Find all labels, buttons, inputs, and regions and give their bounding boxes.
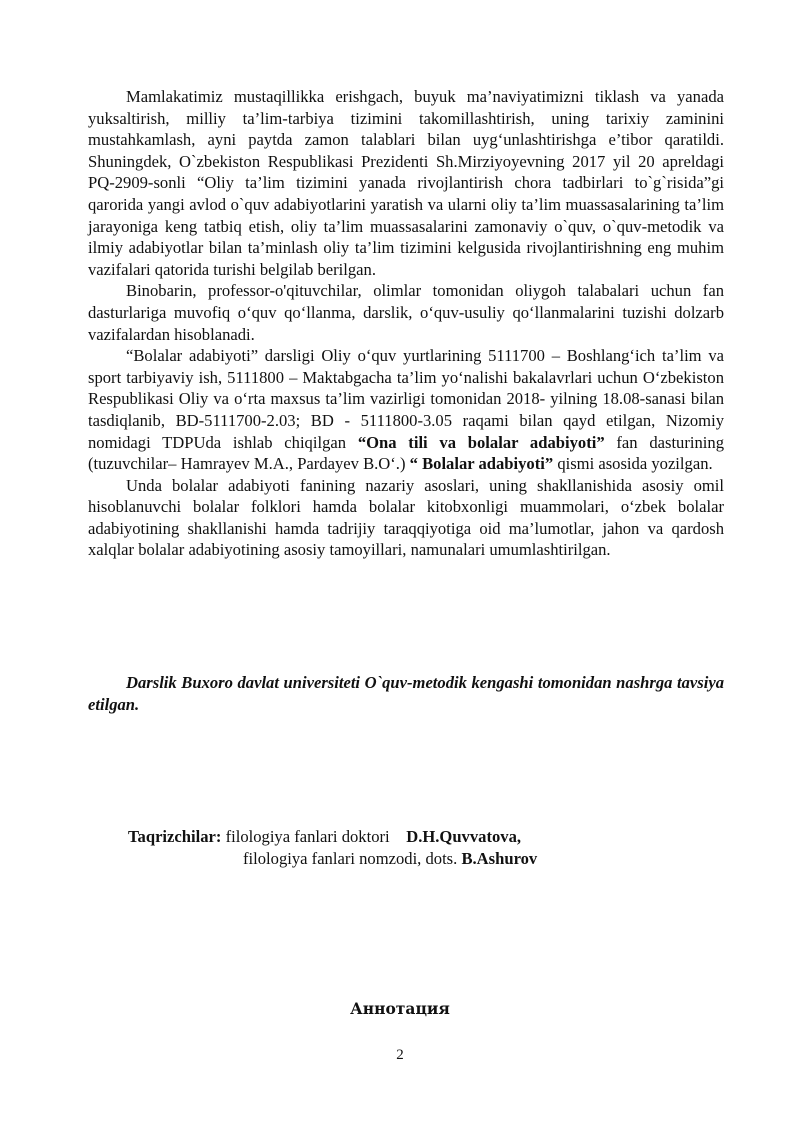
paragraph-3-text-b: fan dasturining (tuzuvchilar– Hamrayev M.A., Pardayev B.O‘.) — [88, 432, 724, 474]
paragraph-3 — [88, 345, 724, 475]
reviewer-2-title: filologiya fanlari nomzodi, dots. — [243, 849, 458, 868]
paragraph-2-text: Binobarin, professor-o'qituvchilar, olimlar tomonidan oliygoh talabalari uchun fan dasturlariga muvofiq o‘quv qo‘llanma, darslik, o‘quv-usuliy qo‘llanmalarini tuzishi dolzarb vazifalardan hisoblanadi. — [88, 281, 724, 344]
reviewer-2-name: B.Ashurov — [461, 849, 538, 868]
reviewers-block — [128, 826, 537, 870]
paragraph-3-text-a: “Bolalar adabiyoti” darsligi Oliy o‘quv yurtlarining 5111700 – Boshlang‘ich ta’lim va sport tarbiyaviy ish, 5111800 – Maktabgacha ta’lim yo‘nalishi bakalavrlari uchun O‘zbekiston Respublikasi Oliy va o‘rta maxsus ta’lim vazirligi tomonidan 2018- yilning 18.08-sanasi bilan tasdiqlanib, BD-5111700-2.03; BD - 5111800-3.05 raqami bilan qayd etilgan, Nizomiy nomidagi TDPUda ishlab chiqilgan — [88, 346, 724, 452]
page-number: 2 — [396, 1047, 404, 1063]
paragraph-1 — [88, 86, 724, 280]
paragraph-4-text: Unda bolalar adabiyoti fanining nazariy asoslari, uning shakllanishida asosiy omil hisoblanuvchi bolalar folklori hamda bolalar kitobxonligi muammolari, o‘zbek bolalar adabiyotining shakllanishi hamda tadrijiy taraqqiyotiga oid ma’lumotlar, jahon va qardosh xalqlar bolalar adabiyotining asosiy tamoyillari, namunalari umumlashtirilgan. — [88, 475, 724, 560]
paragraph-1-text: Mamlakatimiz mustaqillikka erishgach, buyuk ma’naviyatimizni tiklash va yanada yuksaltirish, milliy ta’lim-tarbiya tizimini takomillashtirish, uning tarixiy zaminini mustahkamlash, ayni paytda zamon talablari bilan uyg‘unlashtirishga e’tibor qaratildi. Shuningdek, O`zbekiston Respublikasi Prezidenti Sh.Mirziyoyevning 2017 yil 20 apreldagi PQ-2909-sonli “Oliy ta’lim tizimini yanada rivojlantirish chora tadbirlari to`g`risida”gi qarorida yangi avlod o`quv adabiyotlarini yaratish va ularni oliy ta’lim muassasalarining ta’lim jarayoniga keng tatbiq etish, oliy ta’lim muassasalarini zamonaviy o`quv, o`quv-metodik va ilmiy adabiyotlar bilan ta’minlash oliy ta’lim tizimini kelgusida rivojlantirishning eng muhim vazifalari qatorida turishi belgilab berilgan. — [88, 87, 724, 279]
paragraph-4 — [88, 475, 724, 561]
annotation-heading: Аннотация — [350, 999, 450, 1018]
section-title: “ Bolalar adabiyoti” — [409, 454, 554, 474]
paragraph-2 — [88, 280, 724, 345]
recommendation-note: Darslik Buxoro davlat universiteti O`quv-metodik kengashi tomonidan nashrga tavsiya etilgan. — [88, 673, 724, 714]
body-text — [88, 86, 724, 561]
program-title: “Ona tili va bolalar adabiyoti” — [357, 432, 605, 452]
reviewer-line-1 — [128, 826, 537, 848]
reviewer-line-2 — [128, 848, 537, 870]
reviewer-1-title: filologiya fanlari doktori — [225, 827, 390, 846]
paragraph-3-text-c: qismi asosida yozilgan. — [553, 454, 713, 474]
reviewer-1-name: D.H.Quvvatova, — [406, 827, 522, 846]
reviewers-label: Taqrizchilar: — [128, 827, 222, 846]
